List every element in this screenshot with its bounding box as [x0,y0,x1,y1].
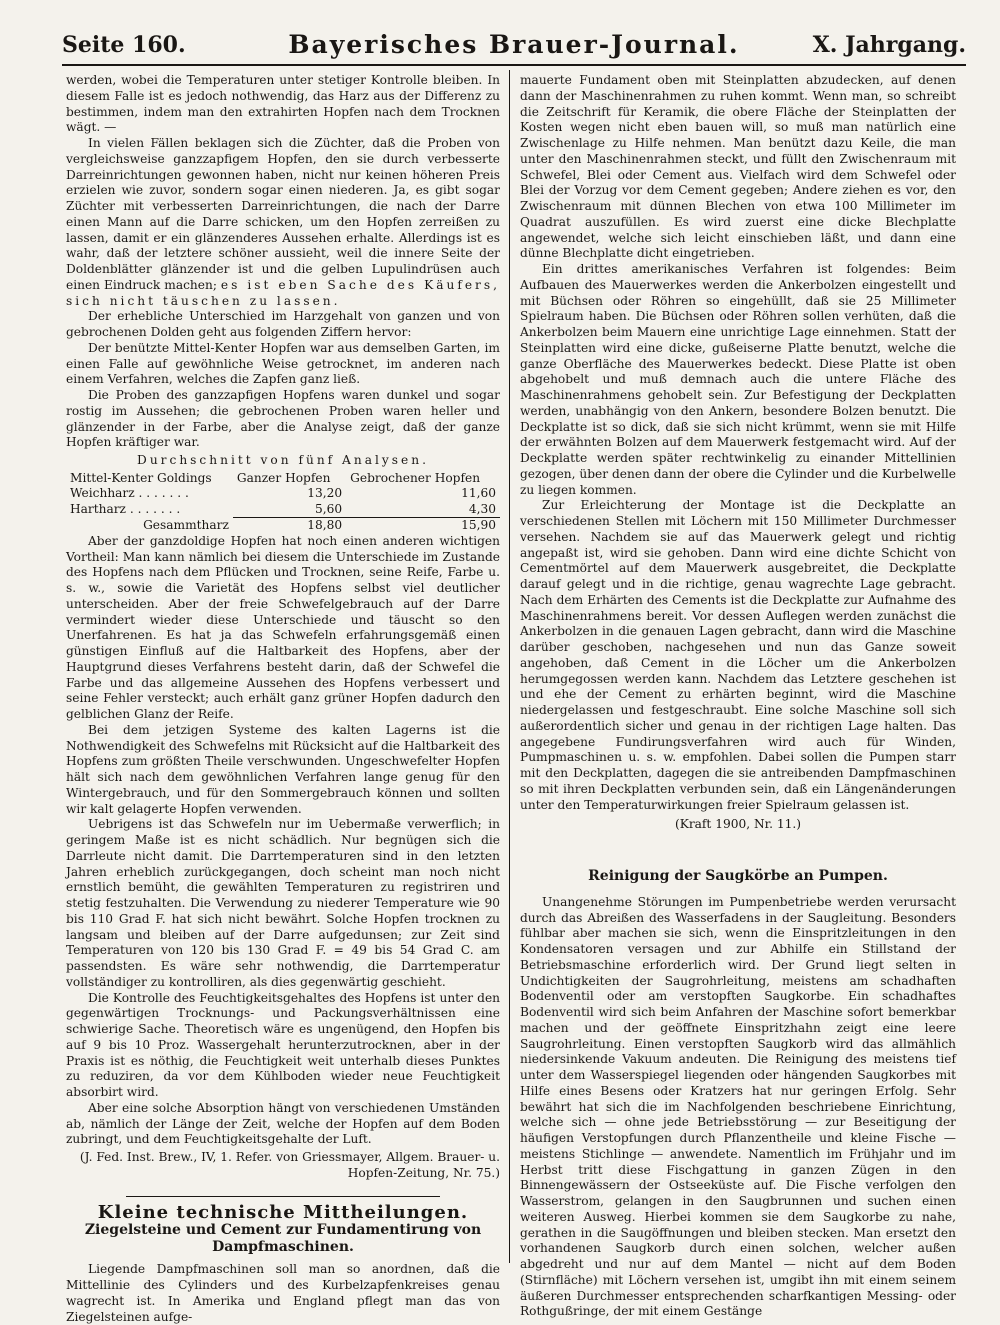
table-cell: Gesammtharz [143,518,229,532]
paragraph: Bei dem jetzigen Systeme des kalten Lagerns ist die Nothwendigkeit des Schwefelns mit Rücksicht auf die Haltbarkeit des Hopfens zum größten Theile verschwunden. Ungeschwefelter Hopfen hält sich nach dem gewöhnlichen Verfahren lange genug für den Wintergebrauch, und für den Sommergebrauch können und sollten wir kalt gelagerte Hopfen verwenden. [66,722,500,816]
table-total-row [66,518,500,534]
paragraph: Der erhebliche Unterschied im Harzgehalt von ganzen und von gebrochenen Dolden geht aus folgenden Ziffern hervor: [66,309,500,339]
paragraph-text: In vielen Fällen beklagen sich die Züchter, daß die Proben von vergleichsweise ganzzapfigem Hopfen, den sie durch verbesserte Darreinrichtungen gewonnen haben, nicht nur keinen höheren Preis erzielen wie zuvor, sondern sogar einen niederen. Ja, es gibt sogar Züchter mit verbesserten Darreinrichtungen, die nach der Darre einen Mann auf die Darre schicken, um den Hopfen zerreißen zu lassen, damit er ein glänzenderes Aussehen erhalte. Allerdings ist es wahr, daß der letztere schöner aussieht, weil die innere Seite der Doldenblätter glänzender ist und die gelben Lupulindrüsen auch einen Eindruck machen; [66,136,500,292]
paragraph: Aber eine solche Absorption hängt von verschiedenen Umständen ab, nämlich der Länge der Zeit, welche der Hopfen auf dem Boden zubringt, und dem Feuchtigkeitsgehalte der Luft. [66,1100,500,1147]
article-subtitle: Ziegelsteine und Cement zur Fundamentirung von Dampfmaschinen. [84,1222,482,1256]
left-column [66,73,500,1324]
resin-table [66,471,500,534]
paragraph: mauerte Fundament oben mit Steinplatten abzudecken, auf denen dann der Maschinenrahmen zu ruhen kommt. Wenn man, so schreibt die Zeitschrift für Keramik, die obere Fläche der Steinplatten der Kosten wegen nicht eben bauen will, so muß man natürlich eine Zwischenlage zu Hilfe nehmen. Man benützt dazu Keile, die man unter den Maschinenrahmen steckt, und füllt den Zwischenraum mit Schwefel, Blei oder Cement aus. Vielfach wird dem Schwefel oder Blei der Vorzug vor dem Cement gegeben; Andere ziehen es vor, den Zwischenraum mit dünnen Blechen von etwa 100 Millimeter im Quadrat auszufüllen. Es wird zuerst eine dicke Blechplatte angewendet, welche sich leicht einschieben läßt, und dann eine dünne Blechplatte dicht eingetrieben. [520,73,956,261]
table-cell: 18,80 [307,518,343,533]
paragraph [66,136,500,309]
table-cell: Weichharz . . . . . . . [70,486,189,501]
table-cell: 13,20 [307,486,343,501]
paragraph: Liegende Dampfmaschinen soll man so anordnen, daß die Mittellinie des Cylinders und des Kurbelzapfenkreises genau wagrecht ist. In Amerika und England pflegt man das von Ziegelsteinen aufge- [66,1262,500,1324]
table-cell: 5,60 [233,502,346,518]
table-caption: Durchschnitt von fünf Analysen. [137,453,429,467]
table-header-row [66,471,500,487]
source-citation: (J. Fed. Inst. Brew., IV, 1. Refer. von Griessmayer, Allgem. Brauer- u. Hopfen-Zeitung, Nr. 75.) [79,1150,500,1180]
paragraph: Zur Erleichterung der Montage ist die Deckplatte an verschiedenen Stellen mit Löchern mit 150 Millimeter Durchmesser versehen. Nachdem sie auf das Mauerwerk gelegt und richtig angepaßt ist, wird sie gehoben. Dann wird eine dichte Schicht von Cementmörtel auf dem Mauerwerk ausgebreitet, die Deckplatte darauf gelegt und in die richtige, genau wagrechte Lage gebracht. Nach dem Erhärten des Cements ist die Deckplatte zur Aufnahme des Maschinenrahmens bereit. Vor dessen Auflegen werden zunächst die Ankerbolzen in die genauen Lagen gebracht, dann wird die Maschine darüber geschoben, nachgesehen und nun das Ganze soweit angehoben, daß Cement in die Löcher um die Ankerbolzen herumgegossen werden kann. Nachdem das Letztere geschehen ist und ehe der Cement zu erhärten beginnt, wird die Maschine niedergelassen und festgeschraubt. Eine solche Maschine soll sich außerordentlich sicher und genau in der richtigen Lage halten. Das angegebene Fundirungsverfahren wird auch für Winden, Pumpmaschinen u. s. w. empfohlen. Dabei sollen die Pumpen starr mit den Deckplatten, dagegen die sie antreibenden Dampfmaschinen so mit ihren Deckplatten verbunden sein, daß ein Längenänderungen unter den Temperaturwirkungen freier Spielraum gelassen ist. [520,498,956,812]
table-cell: Hartharz . . . . . . . [70,502,181,516]
column-divider [509,70,510,1263]
paragraph: Die Proben des ganzzapfigen Hopfens waren dunkel und sogar rostig im Aussehen; die gebrochenen Proben waren heller und glänzender in der Farbe, aber die Analyse zeigt, daß der ganze Hopfen kräftiger war. [66,388,500,450]
page-header [62,30,966,66]
paragraph: Aber der ganzdoldige Hopfen hat noch einen anderen wichtigen Vortheil: Man kann nämlich bei diesem die Unterschiede im Zustande des Hopfens nach dem Pflücken und Trocknen, seine Reife, Farbe u. s. w., sowie die Varietät des Hopfens selbst viel deutlicher unterscheiden. Aber der freie Schwefelgebrauch auf der Darre vermindert wieder diese Unterschiede und täuscht so den Unerfahrenen. Es hat ja das Schwefeln erfahrungsgemäß einen günstigen Einfluß auf die Haltbarkeit des Hopfens, aber der Hauptgrund dieses Verfahrens besteht darin, daß der Schwefel die Farbe und das allgemeine Aussehen des Hopfens verbessert und seine Fehler versteckt; auch erhält ganz grüner Hopfen dadurch den gelblichen Glanz der Reife. [66,533,500,721]
table-cell: 15,90 [461,518,496,533]
paragraph: Die Kontrolle des Feuchtigkeitsgehaltes des Hopfens ist unter den gegenwärtigen Trocknungs- und Packungsverhältnissen eine schwierige Sache. Theoretisch wäre es ungenügend, den Hopfen bis auf 9 bis 10 Proz. Wassergehalt herunterzutrocknen, aber in der Praxis ist es nöthig, die Feuchtigkeit weit unterhalb dieses Punktes zu reduziren, da vor dem Kühlboden wieder neue Feuchtigkeit absorbirt wird. [66,990,500,1099]
table-header: Mittel-Kenter Goldings [70,470,212,485]
table-header: Gebrochener Hopfen [350,470,481,485]
paragraph: Ein drittes amerikanisches Verfahren ist folgendes: Beim Aufbauen des Mauerwerkes werden die Ankerbolzen eingestellt und mit Büchsen oder Röhren so eingehüllt, daß sie 25 Millimeter Spielraum haben. Die Büchsen oder Röhren sollen verhüten, daß die Ankerbolzen beim Mauern eine unrichtige Lage einnehmen. Statt der Steinplatten wird eine dicke, gußeiserne Platte benutzt, welche die ganze Oberfläche des Mauerwerkes bedeckt. Diese Platte ist oben abgehobelt und muß demnach auch die untere Fläche des Maschinenrahmens gehobelt sein. Zur Befestigung der Deckplatten werden, unabhängig von den Ankern, besondere Bolzen benutzt. Die Deckplatte ist so dick, daß sie sich nicht krümmt, wenn sie mit Hilfe der erwähnten Bolzen auf dem Mauerwerk festgemacht wird. Auf der Deckplatte werden später rechtwinkelig zu einander Mittellinien gezogen, über denen dann der obere die Cylinder und die Kurbelwelle zu liegen kommen. [520,262,956,497]
table-row [66,502,500,518]
table-header: Ganzer Hopfen [236,470,331,485]
paragraph: werden, wobei die Temperaturen unter stetiger Kontrolle bleiben. In diesem Falle ist es jedoch nothwendig, das Harz aus der Differenz zu bestimmen, indem man den extrahirten Hopfen nach dem Trocknen wägt. — [66,73,500,135]
journal-title: Bayerisches Brauer-Journal. [288,30,740,59]
table-cell: 11,60 [461,486,496,501]
volume-year: X. Jahrgang. [812,32,966,58]
spaced-emphasis: es ist eben Sache des Käufers, sich nicht täuschen zu lassen. [66,277,500,308]
source-citation: (Kraft 1900, Nr. 11.) [674,817,802,832]
article-title: Reinigung der Saugkörbe an Pumpen. [588,868,888,884]
page-number: Seite 160. [62,32,186,58]
table-row [66,486,500,502]
paragraph: Uebrigens ist das Schwefeln nur im Uebermaße verwerflich; in geringem Maße ist es nicht schädlich. Nur begnügen sich die Darrleute nicht damit. Die Darrtemperaturen sind in den letzten Jahren erheblich zurückgegangen, doch scheint man noch nicht ernstlich bemüht, die gewählten Temperaturen zu registriren und stetig festzuhalten. Die Verwendung zu niederer Temperature wie 90 bis 110 Grad F. hat sich nicht bewährt. Solche Hopfen trocknen zu langsam und bleiben auf der Darre aufgedunsen; zur Zeit sind Temperaturen von 120 bis 130 Grad F. = 49 bis 54 Grad C. am passendsten. Es wäre sehr nothwendig, die Darrtemperatur vollständiger zu kontrolliren, als dies gegenwärtig geschieht. [66,817,500,989]
paragraph: Der benützte Mittel-Kenter Hopfen war aus demselben Garten, im einen Falle auf gewöhnliche Weise getrocknet, im anderen nach einem Verfahren, welches die Zapfen ganz ließ. [66,340,500,387]
section-rule [126,1196,440,1197]
section-title: Kleine technische Mittheilungen. [97,1201,469,1223]
right-column [520,73,956,1319]
paragraph: Unangenehme Störungen im Pumpenbetriebe werden verursacht durch das Abreißen des Wasserfadens in der Saugleitung. Besonders fühlbar aber machen sie sich, wenn die Einspritzleitungen in den Kondensatoren versagen und zur Abhilfe ein Stillstand der Betriebsmaschine erforderlich wird. Der Grund liegt selten in Undichtigkeiten der Saugrohrleitung, meistens am schadhaften Bodenventil oder am verstopften Saugkorbe. Ein schadhaftes Bodenventil wird sich beim Anfahren der Maschine sofort bemerkbar machen und der geöffnete Einspritzhahn zeigt eine leere Saugrohrleitung. Einen verstopften Saugkorb wird das allmählich niedersinkende Vakuum andeuten. Die Reinigung des meistens tief unter dem Wasserspiegel liegenden oder hängenden Saugkorbes mit Hilfe eines Besens oder Kratzers hat nur geringen Erfolg. Sehr bewährt hat sich die im Nachfolgenden beschriebene Einrichtung, welche sich — ohne jede Betriebsstörung — zur Beseitigung der häufigen Verstopfungen durch Pflanzentheile und kleine Fische — meistens Stichlinge — anwendete. Namentlich im Frühjahr und im Herbst tritt diese Fischgattung in ganzen Zügen in den Binnengewässern der Ostseeküste auf. Die Fische verfolgen den Wasserstrom, gelangen in den Saugbrunnen und suchen einen weiteren Ausweg. Hierbei kommen sie dem Saugkorbe zu nahe, gerathen in die Saugöffnungen und bleiben stecken. Man ersetzt den vorhandenen Saugkorb durch einen solchen, welcher außen abgedreht und nur auf dem Mantel — nicht auf dem Boden (Stirnfläche) mit Löchern versehen ist, umgibt ihn mit einem seinem äußeren Durchmesser entsprechenden scharfkantigen Messing- oder Rothgußringe, der mit einem Gestänge [520,894,956,1319]
table-cell: 4,30 [346,502,500,518]
